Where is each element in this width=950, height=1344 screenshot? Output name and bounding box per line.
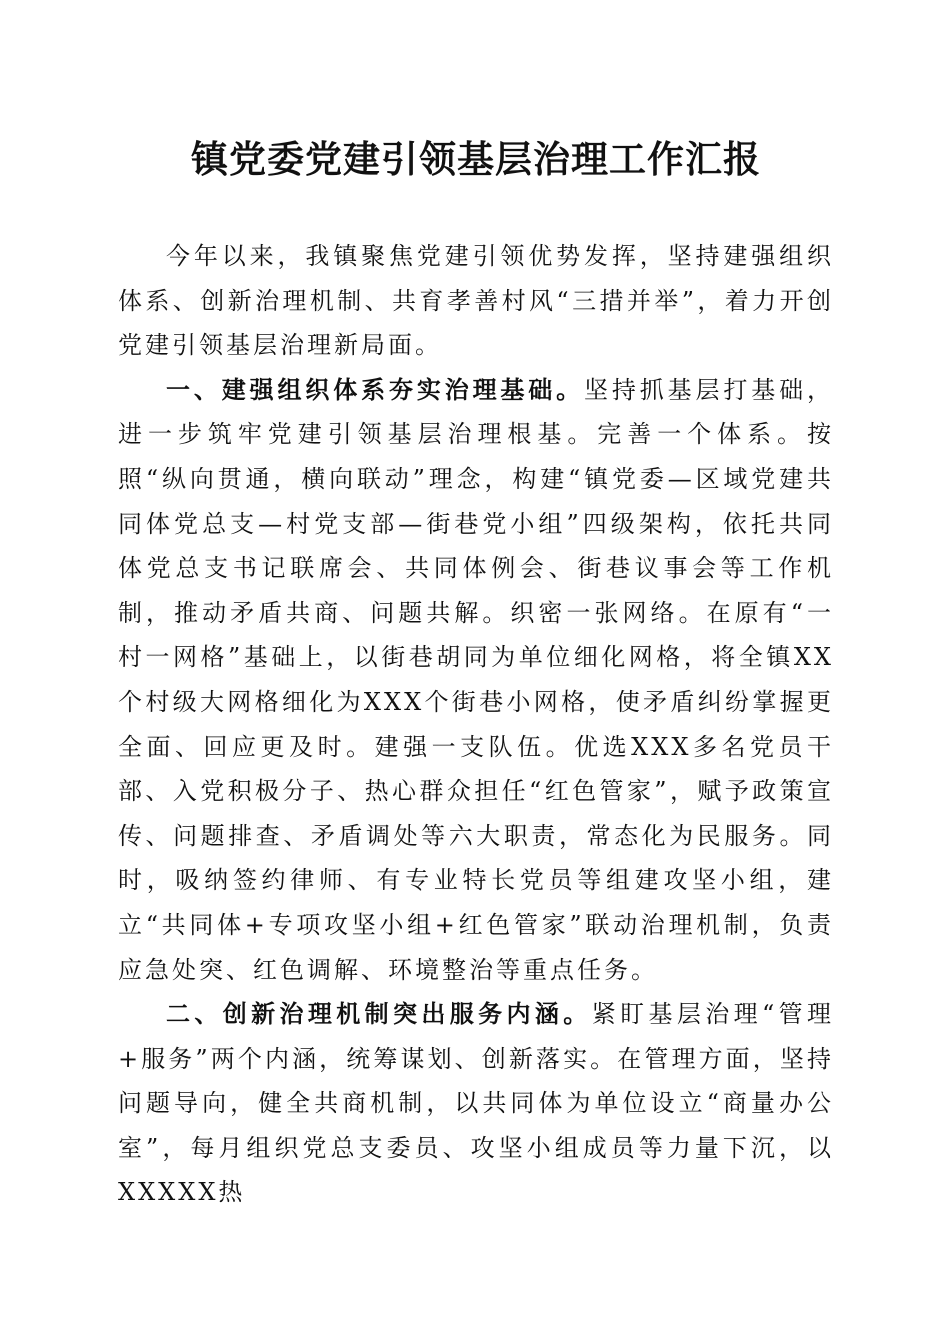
- section-paragraph: [118, 368, 834, 992]
- intro-paragraph: 今年以来，我镇聚焦党建引领优势发挥，坚持建强组织体系、创新治理机制、共育孝善村风“三措并举”，着力开创党建引领基层治理新局面。: [118, 242, 834, 360]
- section-body: 坚持抓基层打基础，进一步筑牢党建引领基层治理根基。完善一个体系。按照“纵向贯通，横向联动”理念，构建“镇党委—区域党建共同体党总支—村党支部—街巷党小组”四级架构，依托共同体党总支书记联席会、共同体例会、街巷议事会等工作机制，推动矛盾共商、问题共解。织密一张网络。在原有“一村一网格”基础上，以街巷胡同为单位细化网格，将全镇XX个村级大网格细化为XXX个街巷小网格，使矛盾纠纷掌握更全面、回应更及时。建强一支队伍。优选XXX多名党员干部、入党积极分子、热心群众担任“红色管家”，赋予政策宣传、问题排查、矛盾调处等六大职责，常态化为民服务。同时，吸纳签约律师、有专业特长党员等组建攻坚小组，建立“共同体+专项攻坚小组+红色管家”联动治理机制，负责应急处突、红色调解、环境整治等重点任务。: [118, 375, 835, 984]
- section-paragraph: [118, 992, 834, 1215]
- section-heading: 一、建强组织体系夯实治理基础。: [166, 374, 585, 404]
- section-heading: 二、创新治理机制突出服务内涵。: [166, 999, 592, 1029]
- document-body: [118, 234, 834, 1215]
- section-body: 紧盯基层治理“管理+服务”两个内涵，统筹谋划、创新落实。在管理方面，坚持问题导向，健全共商机制，以共同体为单位设立“商量办公室”，每月组织党总支委员、攻坚小组成员等力量下沉，以XXXXX热: [118, 1000, 834, 1207]
- document-title: 镇党委党建引领基层治理工作汇报: [191, 137, 761, 181]
